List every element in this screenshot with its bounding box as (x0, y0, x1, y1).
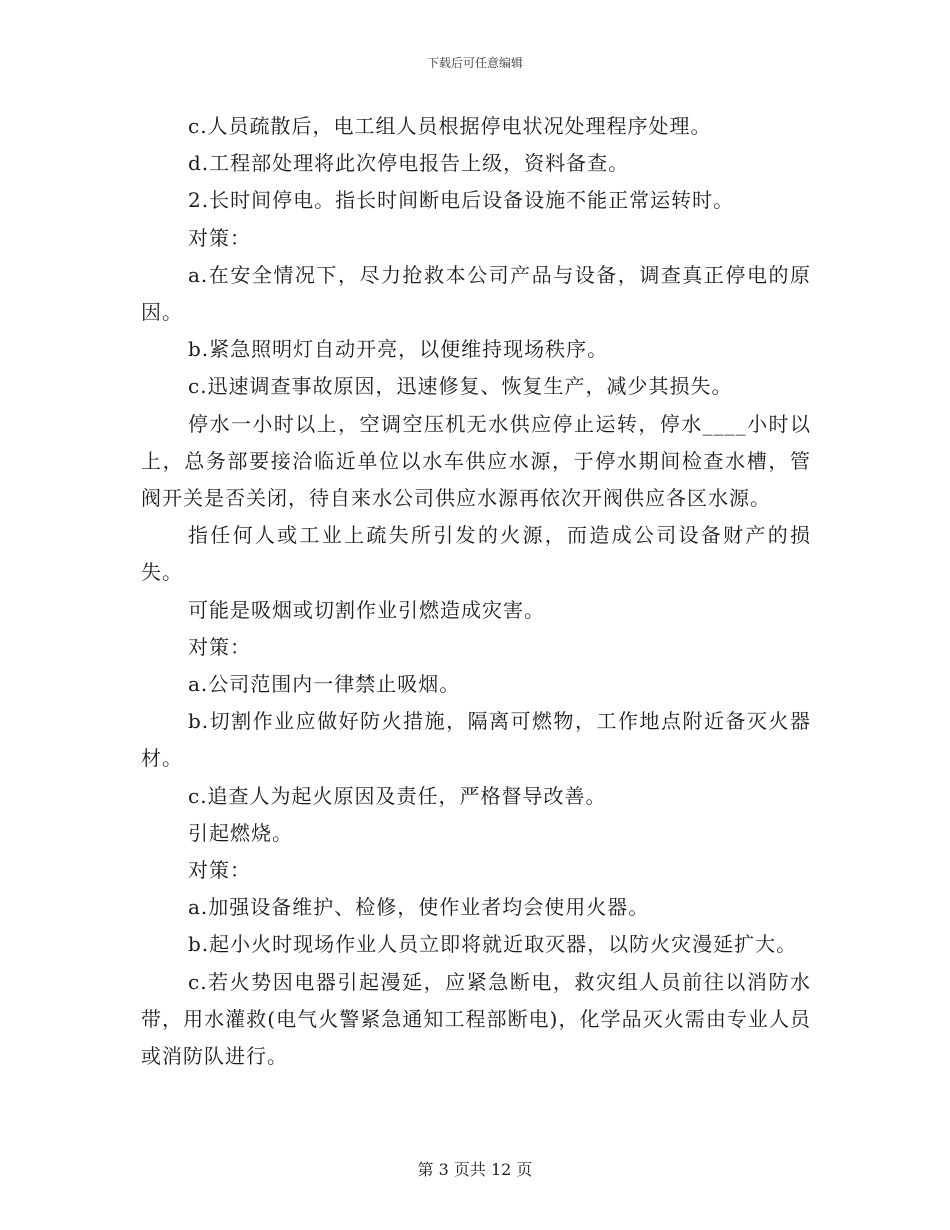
paragraph: a.加强设备维护、检修，使作业者均会使用火器。 (188, 895, 650, 920)
paragraph: c.追查人为起火原因及责任，严格督导改善。 (188, 783, 607, 808)
paragraph: 可能是吸烟或切割作业引燃造成灾害。 (188, 597, 545, 622)
paragraph: 对策： (188, 858, 251, 883)
paragraph: b.起小火时现场作业人员立即将就近取灭器，以防火灾漫延扩大。 (188, 932, 798, 957)
document-body (141, 108, 811, 1075)
paragraph: a.公司范围内一律禁止吸烟。 (188, 672, 461, 697)
paragraph: 指任何人或工业上疏失所引发的火源，而造成公司设备财产的损失。 (141, 523, 811, 585)
paragraph: 停水一小时以上，空调空压机无水供应停止运转，停水____小时以上，总务部要接洽临近单位以水车供应水源，于停水期间检查水槽，管阀开关是否关闭，待自来水公司供应水源再依次开阀供应各区水源。 (141, 411, 811, 511)
paragraph: 2.长时间停电。指长时间断电后设备设施不能正常运转时。 (188, 188, 735, 213)
paragraph: a.在安全情况下，尽力抢救本公司产品与设备，调查真正停电的原因。 (141, 262, 811, 325)
paragraph: c.人员疏散后，电工组人员根据停电状况处理程序处理。 (188, 114, 712, 138)
paragraph: b.切割作业应做好防火措施，隔离可燃物，工作地点附近备灭火器材。 (141, 709, 811, 771)
paragraph: d.工程部处理将此次停电报告上级，资料备查。 (188, 151, 630, 176)
paragraph: c.若火势因电器引起漫延，应紧急断电，救灾组人员前往以消防水带，用水灌救(电气火警紧急通知工程部断电)，化学品灭火需由专业人员或消防队进行。 (141, 969, 811, 1069)
paragraph: 引起燃烧。 (188, 820, 293, 845)
paragraph: b.紧急照明灯自动开亮，以便维持现场秩序。 (188, 337, 609, 362)
paragraph: c.迅速调查事故原因，迅速修复、恢复生产，减少其损失。 (188, 374, 733, 399)
page-header: 下载后可任意编辑 (426, 56, 523, 70)
page-footer: 第 3 页共 12 页 (417, 1160, 533, 1179)
paragraph: 对策： (188, 634, 251, 659)
paragraph: 对策： (188, 225, 251, 250)
